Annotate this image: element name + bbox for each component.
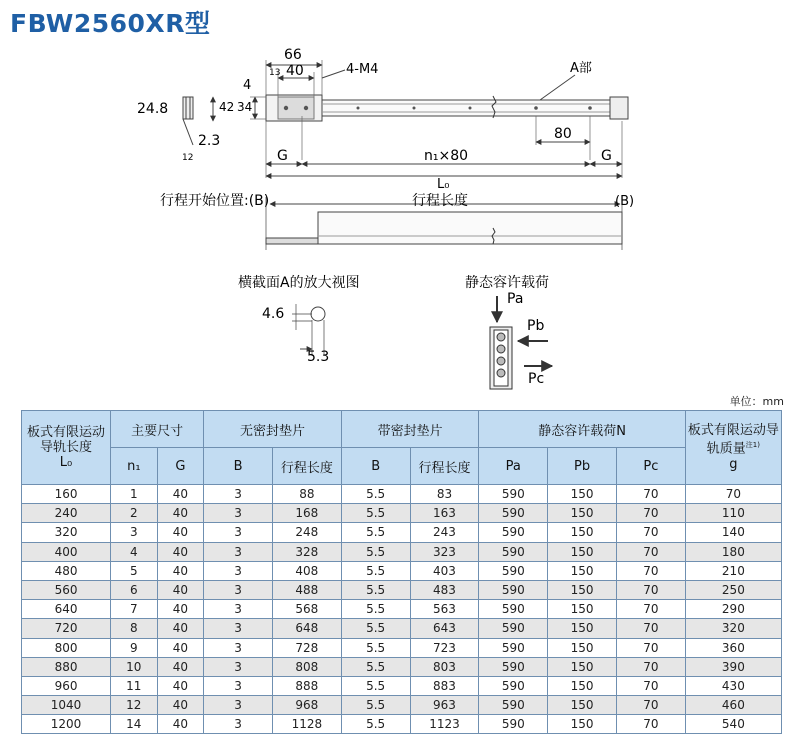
cell-length: 640: [22, 600, 111, 619]
cell-stroke-noseal: 1128: [272, 715, 341, 734]
spec-table: [21, 410, 782, 734]
cell-pc: 70: [616, 561, 685, 580]
cell-b-seal: 5.5: [341, 715, 410, 734]
cell-g: 40: [157, 600, 204, 619]
table-row: [22, 638, 782, 657]
cell-mass: 70: [685, 485, 781, 504]
cell-stroke-seal: 1123: [410, 715, 479, 734]
header-no-seal: 无密封垫片: [204, 411, 342, 448]
cell-pc: 70: [616, 638, 685, 657]
cell-b-seal: 5.5: [341, 561, 410, 580]
cell-stroke-noseal: 328: [272, 542, 341, 561]
cell-pc: 70: [616, 580, 685, 599]
cell-stroke-seal: 483: [410, 580, 479, 599]
cell-b-noseal: 3: [204, 523, 273, 542]
label-4m4: 4-M4: [346, 62, 379, 77]
cell-pa: 590: [479, 542, 548, 561]
label-g-right: G: [601, 148, 612, 164]
cell-stroke-seal: 723: [410, 638, 479, 657]
cell-n1: 3: [111, 523, 158, 542]
cell-pa: 590: [479, 504, 548, 523]
cell-b-noseal: 3: [204, 715, 273, 734]
cell-b-noseal: 3: [204, 676, 273, 695]
table-row: [22, 504, 782, 523]
cell-b-noseal: 3: [204, 561, 273, 580]
cell-pb: 150: [548, 600, 617, 619]
cell-length: 720: [22, 619, 111, 638]
cell-length: 320: [22, 523, 111, 542]
cell-stroke-seal: 803: [410, 657, 479, 676]
cell-n1: 6: [111, 580, 158, 599]
cell-stroke-noseal: 808: [272, 657, 341, 676]
cell-stroke-seal: 963: [410, 696, 479, 715]
cell-pa: 590: [479, 696, 548, 715]
cell-pb: 150: [548, 523, 617, 542]
cell-pb: 150: [548, 485, 617, 504]
cell-g: 40: [157, 561, 204, 580]
cell-pc: 70: [616, 523, 685, 542]
cell-pb: 150: [548, 676, 617, 695]
cell-pc: 70: [616, 696, 685, 715]
header-pa: Pa: [479, 448, 548, 485]
cell-length: 960: [22, 676, 111, 695]
cell-length: 1040: [22, 696, 111, 715]
header-b-seal: B: [341, 448, 410, 485]
cell-stroke-seal: 83: [410, 485, 479, 504]
cell-mass: 430: [685, 676, 781, 695]
cell-pc: 70: [616, 504, 685, 523]
cell-b-noseal: 3: [204, 542, 273, 561]
header-with-seal: 带密封垫片: [341, 411, 479, 448]
cell-b-seal: 5.5: [341, 676, 410, 695]
cell-stroke-seal: 563: [410, 600, 479, 619]
cell-pa: 590: [479, 523, 548, 542]
cell-pb: 150: [548, 542, 617, 561]
header-stroke-seal: 行程长度: [410, 448, 479, 485]
dim-5-3: 5.3: [307, 349, 330, 365]
table-row: [22, 619, 782, 638]
cell-stroke-noseal: 88: [272, 485, 341, 504]
dim-66: 66: [284, 47, 302, 63]
dim-2-3: 2.3: [198, 133, 221, 149]
dim-34: 34: [237, 100, 253, 114]
cell-stroke-noseal: 488: [272, 580, 341, 599]
table-row: [22, 561, 782, 580]
dim-42: 42: [219, 100, 235, 114]
cell-length: 240: [22, 504, 111, 523]
label-n1x80: n₁×80: [424, 148, 469, 164]
cell-pc: 70: [616, 542, 685, 561]
header-pb: Pb: [548, 448, 617, 485]
cell-pc: 70: [616, 676, 685, 695]
cell-stroke-seal: 323: [410, 542, 479, 561]
cell-length: 560: [22, 580, 111, 599]
cell-pb: 150: [548, 580, 617, 599]
cell-n1: 7: [111, 600, 158, 619]
table-row: [22, 715, 782, 734]
cell-g: 40: [157, 485, 204, 504]
page-title: FBW2560XR型: [10, 9, 211, 38]
cell-n1: 11: [111, 676, 158, 695]
header-stroke-noseal: 行程长度: [272, 448, 341, 485]
cell-mass: 210: [685, 561, 781, 580]
cell-b-seal: 5.5: [341, 504, 410, 523]
cell-g: 40: [157, 504, 204, 523]
cell-pb: 150: [548, 715, 617, 734]
dim-12: 12: [182, 153, 194, 163]
cell-g: 40: [157, 715, 204, 734]
cell-mass: 540: [685, 715, 781, 734]
cell-b-noseal: 3: [204, 504, 273, 523]
header-main-dimensions: 主要尺寸: [111, 411, 204, 448]
cell-length: 880: [22, 657, 111, 676]
table-row: [22, 580, 782, 599]
cell-n1: 2: [111, 504, 158, 523]
cell-g: 40: [157, 580, 204, 599]
cell-b-noseal: 3: [204, 580, 273, 599]
cell-stroke-seal: 883: [410, 676, 479, 695]
table-row: [22, 485, 782, 504]
dim-24-8: 24.8: [137, 101, 169, 117]
cell-pa: 590: [479, 600, 548, 619]
cell-stroke-noseal: 168: [272, 504, 341, 523]
cell-b-noseal: 3: [204, 638, 273, 657]
cell-pc: 70: [616, 715, 685, 734]
header-n1: n₁: [111, 448, 158, 485]
stroke-start-label: 行程开始位置:(B): [160, 193, 270, 209]
table-row: [22, 523, 782, 542]
dim-4-6: 4.6: [262, 306, 285, 322]
table-body: [22, 485, 782, 734]
cell-pa: 590: [479, 676, 548, 695]
cell-stroke-noseal: 248: [272, 523, 341, 542]
cell-g: 40: [157, 542, 204, 561]
cell-mass: 110: [685, 504, 781, 523]
cell-mass: 140: [685, 523, 781, 542]
label-a-part: A部: [570, 61, 592, 76]
cell-length: 1200: [22, 715, 111, 734]
cell-stroke-noseal: 568: [272, 600, 341, 619]
cell-length: 400: [22, 542, 111, 561]
cell-pc: 70: [616, 600, 685, 619]
cell-stroke-seal: 403: [410, 561, 479, 580]
cell-n1: 10: [111, 657, 158, 676]
cell-g: 40: [157, 619, 204, 638]
cell-stroke-noseal: 648: [272, 619, 341, 638]
cell-n1: 8: [111, 619, 158, 638]
cell-b-seal: 5.5: [341, 619, 410, 638]
cell-b-noseal: 3: [204, 657, 273, 676]
label-g-left: G: [277, 148, 288, 164]
load-title: 静态容许载荷: [465, 275, 549, 291]
cell-n1: 12: [111, 696, 158, 715]
header-mass: 板式有限运动导轨质量$^{注1)}$ g: [685, 411, 781, 485]
cell-b-noseal: 3: [204, 600, 273, 619]
cell-length: 800: [22, 638, 111, 657]
cell-stroke-seal: 643: [410, 619, 479, 638]
header-b-noseal: B: [204, 448, 273, 485]
cell-pc: 70: [616, 657, 685, 676]
table-row: [22, 696, 782, 715]
cell-pa: 590: [479, 715, 548, 734]
section-title: 横截面A的放大视图: [238, 275, 360, 291]
cell-pb: 150: [548, 638, 617, 657]
table-row: [22, 600, 782, 619]
label-l0: L₀: [437, 177, 450, 192]
cell-pa: 590: [479, 638, 548, 657]
cell-mass: 460: [685, 696, 781, 715]
cell-pb: 150: [548, 619, 617, 638]
header-g: G: [157, 448, 204, 485]
dim-13: 13: [269, 68, 281, 78]
cell-pa: 590: [479, 657, 548, 676]
cell-b-seal: 5.5: [341, 638, 410, 657]
cell-b-noseal: 3: [204, 619, 273, 638]
cell-g: 40: [157, 657, 204, 676]
header-length: 板式有限运动导轨长度 L₀: [22, 411, 111, 485]
cell-b-seal: 5.5: [341, 485, 410, 504]
cell-pb: 150: [548, 561, 617, 580]
cell-length: 160: [22, 485, 111, 504]
dim-40: 40: [286, 63, 304, 79]
cell-g: 40: [157, 638, 204, 657]
load-pc: Pc: [528, 371, 545, 387]
cell-b-seal: 5.5: [341, 542, 410, 561]
cell-stroke-noseal: 408: [272, 561, 341, 580]
table-row: [22, 657, 782, 676]
dim-4: 4: [243, 78, 252, 93]
cell-pc: 70: [616, 485, 685, 504]
cell-pa: 590: [479, 619, 548, 638]
stroke-length-label: 行程长度: [412, 193, 468, 209]
cell-mass: 250: [685, 580, 781, 599]
cell-pb: 150: [548, 504, 617, 523]
table-row: [22, 542, 782, 561]
dim-80: 80: [554, 126, 572, 142]
cell-b-noseal: 3: [204, 696, 273, 715]
cell-b-seal: 5.5: [341, 580, 410, 599]
cell-mass: 390: [685, 657, 781, 676]
cell-stroke-seal: 163: [410, 504, 479, 523]
cell-pb: 150: [548, 657, 617, 676]
cell-mass: 360: [685, 638, 781, 657]
cell-g: 40: [157, 523, 204, 542]
cell-pb: 150: [548, 696, 617, 715]
cell-n1: 9: [111, 638, 158, 657]
cell-stroke-noseal: 888: [272, 676, 341, 695]
cell-n1: 4: [111, 542, 158, 561]
header-pc: Pc: [616, 448, 685, 485]
cell-g: 40: [157, 676, 204, 695]
cell-b-noseal: 3: [204, 485, 273, 504]
cell-b-seal: 5.5: [341, 696, 410, 715]
unit-label: 单位：mm: [729, 395, 784, 408]
cell-stroke-noseal: 728: [272, 638, 341, 657]
cell-b-seal: 5.5: [341, 600, 410, 619]
load-pb: Pb: [527, 318, 545, 334]
cell-mass: 290: [685, 600, 781, 619]
cell-n1: 1: [111, 485, 158, 504]
cell-n1: 14: [111, 715, 158, 734]
cell-pc: 70: [616, 619, 685, 638]
cell-b-seal: 5.5: [341, 657, 410, 676]
cell-pa: 590: [479, 561, 548, 580]
cell-pa: 590: [479, 485, 548, 504]
stroke-end-label: (B): [615, 194, 635, 209]
load-pa: Pa: [507, 291, 524, 307]
cell-length: 480: [22, 561, 111, 580]
cell-b-seal: 5.5: [341, 523, 410, 542]
cell-stroke-noseal: 968: [272, 696, 341, 715]
cell-mass: 180: [685, 542, 781, 561]
header-static-load: 静态容许载荷N: [479, 411, 685, 448]
cell-stroke-seal: 243: [410, 523, 479, 542]
cell-pa: 590: [479, 580, 548, 599]
table-row: [22, 676, 782, 695]
cell-mass: 320: [685, 619, 781, 638]
cell-n1: 5: [111, 561, 158, 580]
cell-g: 40: [157, 696, 204, 715]
